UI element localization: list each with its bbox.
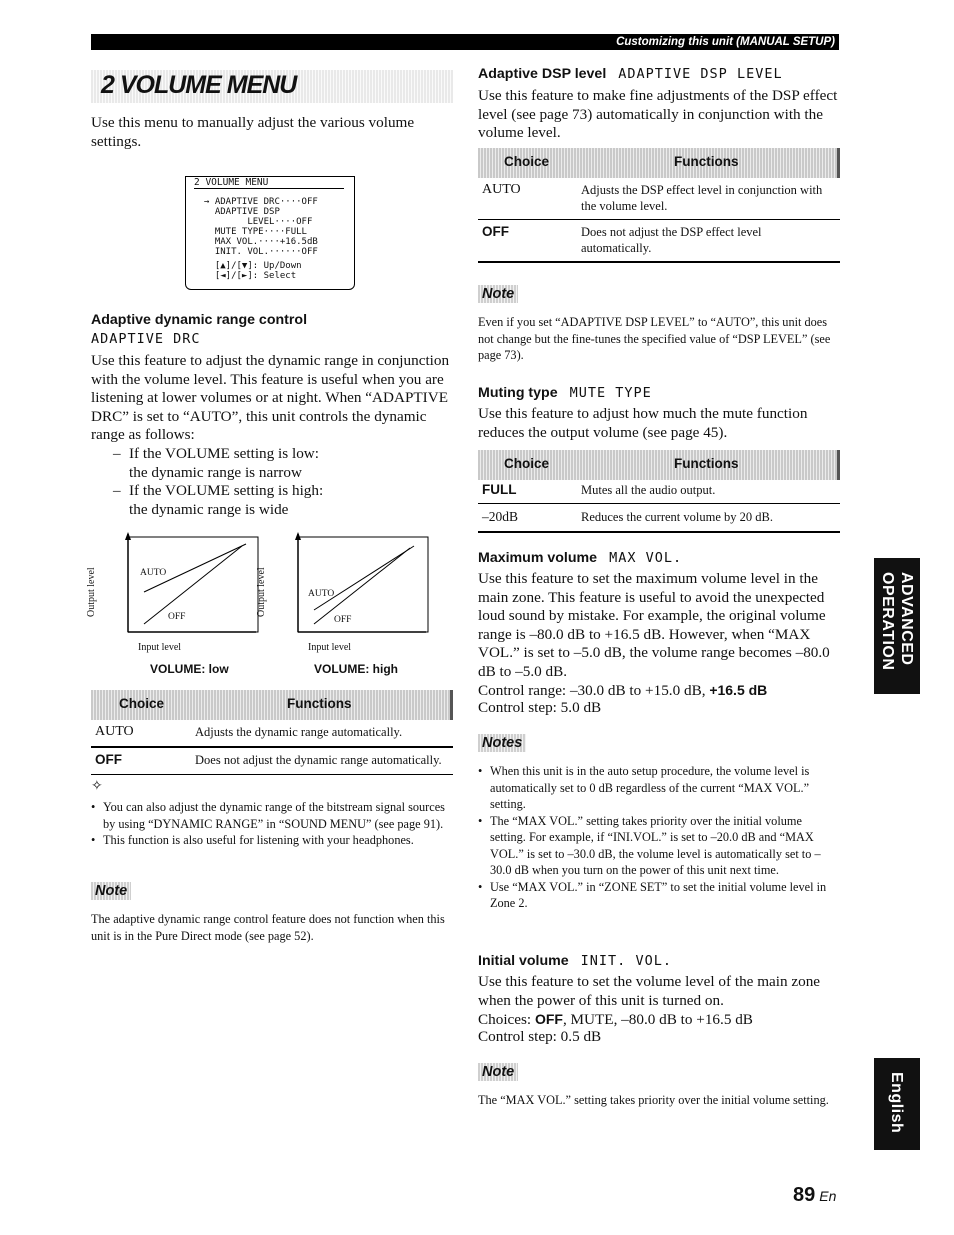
graph-high-svg xyxy=(278,532,438,652)
osd-screen xyxy=(185,176,355,290)
dsp-heading-line xyxy=(478,65,783,83)
high-off-label: OFF xyxy=(334,615,352,625)
drc-col-functions: Functions xyxy=(287,696,352,711)
mute-col-functions: Functions xyxy=(674,456,739,471)
dsp-display-name: ADAPTIVE DSP LEVEL xyxy=(618,66,783,82)
table-row xyxy=(91,752,453,774)
initvol-display-name: INIT. VOL. xyxy=(580,953,672,969)
dsp-col-functions: Functions xyxy=(674,154,739,169)
note-left-text: The adaptive dynamic range control feature does not function when this unit is in the Pure Direct mode (see page 52). xyxy=(91,912,445,943)
dsp-row-off-func: Does not adjust the DSP effect level automatically. xyxy=(581,225,762,255)
mute-table-header xyxy=(478,450,840,480)
high-off-line xyxy=(314,548,410,624)
drc-condition-low xyxy=(91,445,453,482)
drc-display-name: ADAPTIVE DRC xyxy=(91,331,201,347)
note-badge-dsp xyxy=(478,285,518,303)
drc-condition-high xyxy=(91,482,453,519)
initvol-note-text: The “MAX VOL.” setting takes priority over the initial volume setting. xyxy=(478,1093,829,1107)
high-auto-line xyxy=(314,546,414,610)
tips-list xyxy=(91,799,453,849)
dsp-table-header xyxy=(478,148,840,178)
osd-line-mute: MUTE TYPE····FULL xyxy=(204,227,307,237)
page-number-value: 89 xyxy=(793,1184,816,1206)
note-badge-left xyxy=(91,882,131,900)
high-caption: VOLUME: high xyxy=(314,662,398,676)
table-row xyxy=(91,724,453,746)
table-row xyxy=(478,224,840,260)
table-row xyxy=(478,509,840,531)
osd-line-dsp: ADAPTIVE DSP xyxy=(204,207,280,217)
drc-row-off-func: Does not adjust the dynamic range automatically. xyxy=(195,753,442,767)
mute-row-20db-func: Reduces the current volume by 20 dB. xyxy=(581,510,773,524)
mute-body: Use this feature to adjust how much the mute function reduces the output volume (see page 45). xyxy=(478,405,808,441)
page-title-box xyxy=(91,70,453,103)
dsp-table xyxy=(478,148,840,265)
low-xlabel: Input level xyxy=(138,642,182,653)
page-number-suffix: En xyxy=(819,1188,837,1204)
mute-table xyxy=(478,450,840,534)
maxvol-notes-list xyxy=(478,763,840,912)
notes-badge-maxvol xyxy=(478,734,526,752)
maxvol-range-text: Control range: –30.0 dB to +15.0 dB, xyxy=(478,682,710,699)
initvol-step: Control step: 0.5 dB xyxy=(478,1028,602,1045)
note-label: Note xyxy=(478,1063,518,1081)
drc-condition-high-result: the dynamic range is wide xyxy=(129,500,289,518)
drc-row-off-choice: OFF xyxy=(95,752,122,767)
mute-row-full-choice: FULL xyxy=(482,482,517,497)
initvol-heading-line xyxy=(478,952,672,970)
side-tab-english-label: English xyxy=(888,1072,905,1134)
dsp-row-auto-func: Adjusts the DSP effect level in conjunction with the volume level. xyxy=(581,183,823,213)
drc-condition-low-text: If the VOLUME setting is low: xyxy=(129,445,319,462)
tip-item: • This function is also useful for listening with your headphones. xyxy=(91,832,453,849)
maxvol-heading-line xyxy=(478,549,682,567)
mute-row-20db-choice: –20dB xyxy=(482,509,519,524)
drc-col-choice: Choice xyxy=(119,696,165,711)
dsp-row-off-choice: OFF xyxy=(482,224,509,239)
dsp-col-choice: Choice xyxy=(504,154,550,169)
drc-row-auto-func: Adjusts the dynamic range automatically. xyxy=(195,725,403,739)
note-label: Note xyxy=(91,882,131,900)
initvol-choices-rest: , MUTE, –80.0 dB to +16.5 dB xyxy=(562,1011,753,1028)
drc-row-auto-choice: AUTO xyxy=(95,724,134,739)
section-header-bar xyxy=(91,34,839,50)
side-tab-advanced-label: ADVANCED OPERATION xyxy=(879,572,915,671)
dsp-note-text: Even if you set “ADAPTIVE DSP LEVEL” to “AUTO”, this unit does not change but the fine-tunes the specified value of “DSP LEVEL” (see page 73). xyxy=(478,315,831,362)
dsp-heading: Adaptive DSP level xyxy=(478,66,607,82)
dsp-row-auto-choice: AUTO xyxy=(482,182,521,197)
drc-heading: Adaptive dynamic range control xyxy=(91,312,308,328)
graph-volume-high xyxy=(256,532,438,682)
drc-body: Use this feature to adjust the dynamic range in conjunction with the volume level. This feature is useful when you are listening at lower volumes or at night. When “ADAPTIVE DRC” is set to “AUTO”, this unit controls the dynamic range as follows: xyxy=(91,352,450,443)
note-label: Note xyxy=(478,285,518,303)
side-tab-english xyxy=(874,1058,920,1150)
drc-table xyxy=(91,690,453,776)
dsp-body: Use this feature to make fine adjustments of the DSP effect level (see page 73) automatically in conjunction with the volume level. xyxy=(478,87,838,141)
table-row xyxy=(478,482,840,504)
page-title: 2 VOLUME MENU xyxy=(101,71,297,99)
list-item: • Use “MAX VOL.” in “ZONE SET” to set the initial volume level in Zone 2. xyxy=(478,879,840,912)
initvol-heading: Initial volume xyxy=(478,953,569,969)
osd-menu-lines xyxy=(204,197,318,257)
mute-display-name: MUTE TYPE xyxy=(569,385,652,401)
low-auto-label: AUTO xyxy=(140,568,167,578)
maxvol-range xyxy=(478,681,767,701)
intro-text: Use this menu to manually adjust the various volume settings. xyxy=(91,114,415,150)
section-header-text: Customizing this unit (MANUAL SETUP) xyxy=(616,36,835,48)
tip-item: • You can also adjust the dynamic range of the bitstream signal sources by using “DYNAMIC RANGE” in “SOUND MENU” (see page 91). xyxy=(91,799,453,832)
list-item: • When this unit is in the auto setup procedure, the volume level is automatically set to 0 dB regardless of the current “MAX VOL.” setting. xyxy=(478,763,840,813)
page-number xyxy=(793,1184,836,1207)
low-caption: VOLUME: low xyxy=(150,662,229,676)
note-badge-initvol xyxy=(478,1063,518,1081)
maxvol-body: Use this feature to set the maximum volume level in the main zone. This feature is useful to avoid the unexpected loud sound by mistake. For example, the original volume range is –80.0 dB to +16.5 dB. However, when “MAX VOL.” is set to –5.0 dB, the volume range becomes –80.0 dB to –5.0 dB. xyxy=(478,570,830,680)
initvol-choices-label: Choices: xyxy=(478,1011,535,1028)
drc-conditions xyxy=(91,445,453,519)
table-row xyxy=(478,182,840,218)
maxvol-display-name: MAX VOL. xyxy=(609,550,683,566)
osd-help-select: [◄]/[►]: Select xyxy=(204,271,297,281)
mute-heading: Muting type xyxy=(478,385,558,401)
high-xlabel: Input level xyxy=(308,642,352,653)
initvol-choices-default: OFF xyxy=(534,1011,563,1027)
graph-low-svg xyxy=(108,532,268,652)
mute-heading-line xyxy=(478,384,652,402)
osd-line-initvol: INIT. VOL.······OFF xyxy=(204,247,318,257)
osd-line-maxvol: MAX VOL.····+16.5dB xyxy=(204,237,318,247)
high-ylabel: Output level xyxy=(256,567,267,617)
high-auto-label: AUTO xyxy=(308,589,335,599)
osd-help-lines xyxy=(204,261,302,281)
mute-row-full-func: Mutes all the audio output. xyxy=(581,483,716,497)
low-ylabel: Output level xyxy=(86,567,97,617)
graph-volume-low xyxy=(86,532,268,682)
mute-col-choice: Choice xyxy=(504,456,550,471)
tip-icon: ✧ xyxy=(91,779,103,794)
side-tab-advanced-operation xyxy=(874,558,920,694)
maxvol-range-default: +16.5 dB xyxy=(709,682,768,698)
initvol-body: Use this feature to set the volume level of the main zone when the power of this unit is turned on. xyxy=(478,973,821,1009)
initvol-choices xyxy=(478,1010,753,1030)
osd-title: 2 VOLUME MENU xyxy=(194,177,344,189)
list-item: • The “MAX VOL.” setting takes priority over the initial volume setting. For example, if “INI.VOL.” is set to –20.0 dB and “MAX VOL.” is set to –30.0 dB, the volume level is automatically set to –30.0 dB when you turn on the power of this unit next time. xyxy=(478,813,840,879)
maxvol-heading: Maximum volume xyxy=(478,550,598,566)
osd-help-updown: [▲]/[▼]: Up/Down xyxy=(204,261,302,271)
low-off-label: OFF xyxy=(168,612,186,622)
drc-condition-low-result: the dynamic range is narrow xyxy=(129,463,302,481)
maxvol-step: Control step: 5.0 dB xyxy=(478,699,602,716)
osd-line-drc: → ADAPTIVE DRC····OFF xyxy=(204,197,318,207)
osd-line-dsp-level: LEVEL····OFF xyxy=(204,217,313,227)
drc-condition-high-text: If the VOLUME setting is high: xyxy=(129,482,324,499)
drc-table-header xyxy=(91,690,453,720)
notes-label: Notes xyxy=(478,734,526,752)
